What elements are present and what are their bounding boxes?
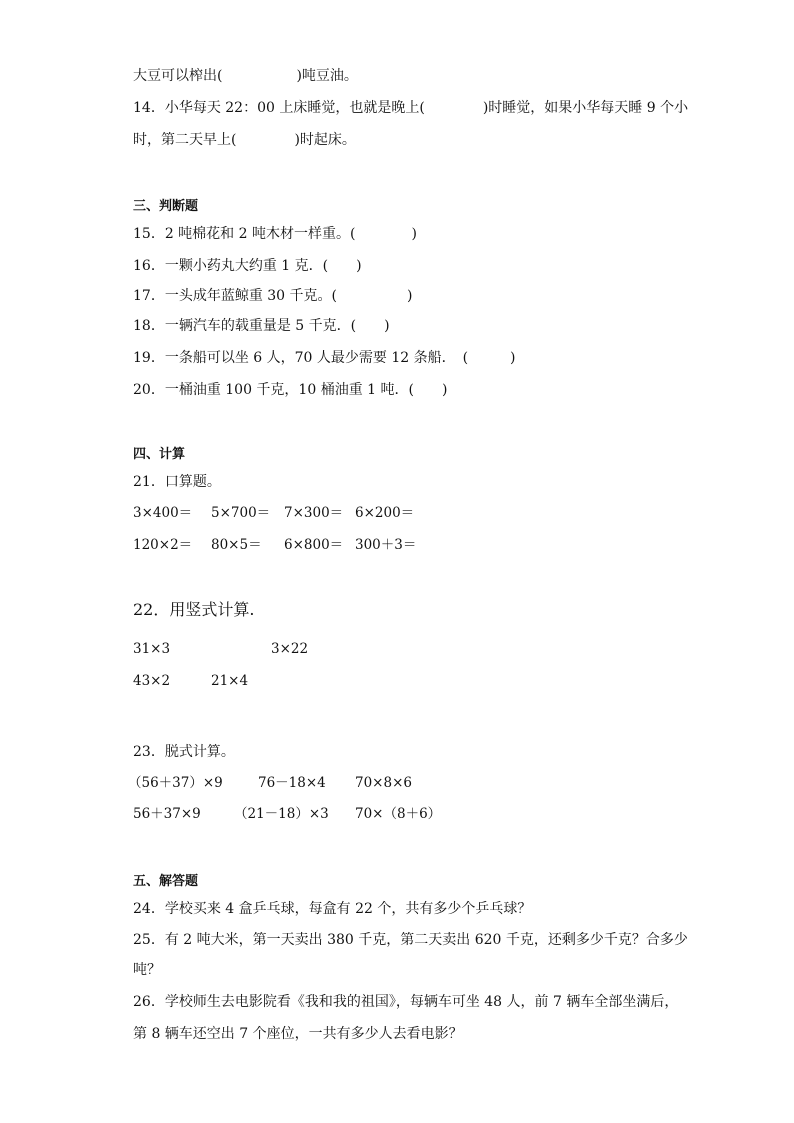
q21-title: 21．口算题。 bbox=[133, 474, 221, 490]
q21-expr: 120×2＝ bbox=[133, 537, 193, 553]
judge-item-19: 19．一条船可以坐 6 人，70 人最少需要 12 条船． ( ) bbox=[133, 350, 516, 366]
section-heading-judge: 三、判断题 bbox=[133, 199, 199, 214]
q23-expr: 56＋37×9 bbox=[133, 806, 201, 822]
judge-item-18: 18．一辆汽车的载重量是 5 千克．( ) bbox=[133, 318, 390, 334]
q25-text-2: 吨？ bbox=[133, 962, 161, 978]
q14-text-2: 时，第二天早上( bbox=[133, 132, 237, 148]
q23-expr: 70×（8＋6） bbox=[355, 806, 442, 822]
q21-expr: 3×400＝ bbox=[133, 505, 193, 521]
q23-expr: （56＋37）×9 bbox=[128, 775, 223, 791]
q14-line-1 bbox=[133, 98, 688, 118]
q21-expr: 6×200＝ bbox=[355, 505, 415, 521]
q21-expr: 80×5＝ bbox=[211, 537, 262, 553]
q21-expr: 300＋3＝ bbox=[355, 537, 417, 553]
q23-title: 23．脱式计算。 bbox=[133, 744, 235, 760]
q21-expr: 7×300＝ bbox=[284, 505, 344, 521]
q14-text-end: )时起床。 bbox=[294, 132, 356, 148]
q14-text-mid: )时睡觉，如果小华每天睡 9 个小 bbox=[482, 100, 689, 116]
q14-line-2 bbox=[133, 130, 356, 150]
judge-item-15: 15．2 吨棉花和 2 吨木材一样重。( ) bbox=[133, 226, 417, 242]
judge-item-16: 16．一颗小药丸大约重 1 克．( ) bbox=[133, 258, 362, 274]
q23-expr: （21－18）×3 bbox=[234, 806, 329, 822]
q24-text: 24．学校买来 4 盒乒乓球，每盒有 22 个，共有多少个乒乓球？ bbox=[133, 901, 532, 917]
q26-text-2: 第 8 辆车还空出 7 个座位，一共有多少人去看电影？ bbox=[133, 1026, 463, 1042]
q13-text: 大豆可以榨出( bbox=[133, 68, 223, 84]
section-heading-solve: 五、解答题 bbox=[133, 874, 199, 889]
q22-expr: 3×22 bbox=[271, 641, 309, 657]
q23-expr: 70×8×6 bbox=[355, 775, 412, 791]
q26-text: 26．学校师生去电影院看《我和我的祖国》，每辆车可坐 48 人，前 7 辆车全部坐满后， bbox=[133, 994, 679, 1010]
q22-expr: 31×3 bbox=[133, 641, 171, 657]
judge-item-17: 17．一头成年蓝鲸重 30 千克。( ) bbox=[133, 288, 413, 304]
q14-text: 14．小华每天 22：00 上床睡觉，也就是晚上( bbox=[133, 100, 425, 116]
q21-expr: 5×700＝ bbox=[211, 505, 271, 521]
q23-expr: 76－18×4 bbox=[258, 775, 326, 791]
q22-title: 22．用竖式计算. bbox=[133, 600, 255, 619]
q25-text: 25．有 2 吨大米，第一天卖出 380 千克，第二天卖出 620 千克，还剩多少千克？合多少 bbox=[133, 932, 688, 948]
q21-expr: 6×800＝ bbox=[284, 537, 344, 553]
q13-tail-line bbox=[133, 66, 358, 86]
judge-item-20: 20．一桶油重 100 千克，10 桶油重 1 吨．( ) bbox=[133, 382, 448, 398]
q13-text-end: )吨豆油。 bbox=[296, 68, 358, 84]
section-heading-calc: 四、计算 bbox=[133, 447, 186, 462]
q22-expr: 43×2 bbox=[133, 673, 171, 689]
q22-expr: 21×4 bbox=[211, 673, 249, 689]
